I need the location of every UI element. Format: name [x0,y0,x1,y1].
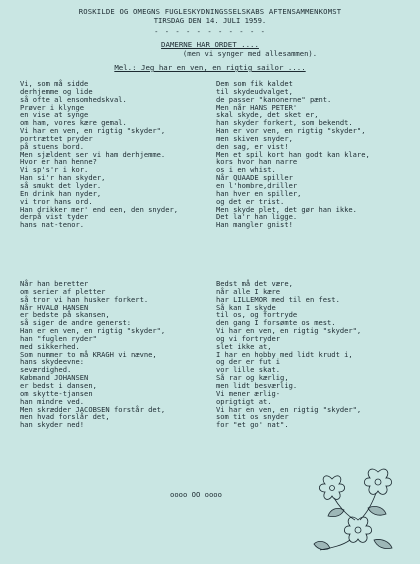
verse-line: slet ikke at, [216,341,272,351]
verse-line: Han drikker mer' end een, den snyder, [20,204,179,214]
verse-line: men skiven snyder, [216,133,293,143]
verse-line: os i en whist. [216,165,276,175]
verse-line: Vi mener ærlig- [216,388,281,398]
verse-line: til skydeudvalget, [216,86,293,96]
verse-line: er bedst i dansen, [20,380,97,390]
verse-line: han skyder ned! [20,420,85,430]
verse-line: som tit os snyder [216,412,289,422]
verse-line: og vi fortryder [216,333,281,343]
verse-line: skal skyde, det sket er, [216,110,319,120]
verse-line: en vise at synge [20,110,89,120]
verse-line: Så rar og kærlig, [216,373,289,383]
verse-line: han "fuglen ryder" [20,333,97,343]
verse-line: men hvad forslår det, [20,412,110,422]
verse-line: Når han beretter [20,279,89,288]
verse-line: oprigtigt at. [216,396,272,406]
verse-line: har LILLEMOR med til en fest. [216,294,340,304]
event-date: TIRSDAG DEN 14. JULI 1959. [153,16,267,25]
verse-line: Men skyde plet, det gør han ikke. [216,204,357,214]
verse-line: så siger de andre generst: [20,318,132,328]
verse-line: I har en hobby med lidt krudt i, [216,349,353,359]
melody-text: Mel.: Jeg har en ven, en rigtig sailor .... [114,63,306,72]
flower-drawing-icon [300,460,410,558]
verse-line: derpå vist tyder [20,212,89,222]
verse-line: Det la'r han ligge. [216,212,298,222]
verse-line: Men når HANS PETER' [216,102,298,112]
association-heading: ROSKILDE OG OMEGNS FUGLESKYDNINGSSELSKABS AFTENSAMMENKOMST [78,7,342,16]
verse-4 [216,280,361,429]
verse-line: Han er en ven, en rigtig "skyder", [20,326,166,336]
verse-line: når alle I kære [216,286,281,296]
verse-line: Så kan I skyde [216,302,276,312]
verse-line: men lidt besværlig. [216,380,298,390]
verse-line: Som nummer to må KRAGH vi nævne, [20,349,157,359]
verse-1 [20,80,178,229]
verse-line: Prøver i klynge [20,102,85,112]
verse-line: Bedst må det være, [216,279,293,288]
verse-line: seværdighed. [20,365,72,375]
verse-line: så ofte al ensomhedskval. [20,94,127,104]
verse-line: Når QUAADE spiller [216,173,293,183]
verse-line: om skytte-tjansen [20,388,93,398]
verse-line: han mindre ved. [20,396,85,406]
verse-line: og det er trist. [216,196,285,206]
verse-line: En drink han nyder, [20,188,102,198]
song-subtitle: (men vi synger med allesammen). [182,49,318,58]
verse-line: Men et spil kort han godt kan klare, [216,149,370,159]
verse-line: til os, og fortryde [216,310,298,320]
verse-line: om ham, vores kære gemal. [20,118,127,128]
verse-line: Hvor er han henne? [20,157,97,167]
verse-line: Han si'r han skyder, [20,173,106,183]
verse-line: Vi, som må sidde [20,79,89,88]
verse-line: den sag, er vist! [216,141,289,151]
verse-line: han skyder forkert, som bekendt. [216,118,353,128]
verse-line: den gang I forsømte os mest. [216,318,336,328]
verse-line: kors hvor han narre [216,157,298,167]
verse-line: vor lille skat. [216,365,281,375]
verse-2 [216,80,370,229]
verse-line: Han mangler gnist! [216,220,293,230]
verse-line: Men sjældent ser vi ham derhjemme. [20,149,166,159]
verse-line: Vi sp's'r i kor. [20,165,89,175]
verse-line: han hver en spiller, [216,188,302,198]
verse-line: Dem som fik kaldet [216,79,293,88]
verse-line: Han er vor ven, en rigtig "skyder", [216,126,366,136]
verse-line: Men skrædder JACOBSEN forstår det, [20,404,166,414]
verse-line: Vi har en ven, en rigtig "skyder", [216,404,362,414]
verse-line: er bedste på skansen, [20,310,110,320]
verse-line: en l'hombre,driller [216,180,298,190]
verse-line: så smukt det lyder. [20,180,102,190]
verse-line: hans skydeevne: [20,357,85,367]
verse-line: og der er fut i [216,357,281,367]
verse-line: portrættet pryder [20,133,93,143]
melody-line [0,63,420,72]
dash-divider: - - - - - - - - - - - [154,27,266,36]
verse-line: Vi har en ven, en rigtig "skyder", [216,326,362,336]
verse-line: Købmand JOHANSEN [20,373,89,383]
verse-line: hans nat-tenor. [20,220,85,230]
verse-line: så tror vi han husker forkert. [20,294,149,304]
verse-line: derhjemme og lide [20,86,93,96]
verse-line: for "et go' nat". [216,420,289,430]
end-ornament: oooo OO oooo [170,490,222,499]
verse-line: de passer "kanonerne" pænt. [216,94,332,104]
verse-3 [20,280,165,429]
verse-line: vi tror hans ord. [20,196,93,206]
song-title: DAMERNE HAR ORDET .... [161,40,259,49]
verse-line: på stuens bord. [20,141,85,151]
verse-line: Vi har en ven, en rigtig "skyder", [20,126,166,136]
verse-line: Når HVALØ HANSEN [20,302,89,312]
verse-line: med sikkerhed. [20,341,80,351]
verse-line: om serier af pletter [20,286,106,296]
